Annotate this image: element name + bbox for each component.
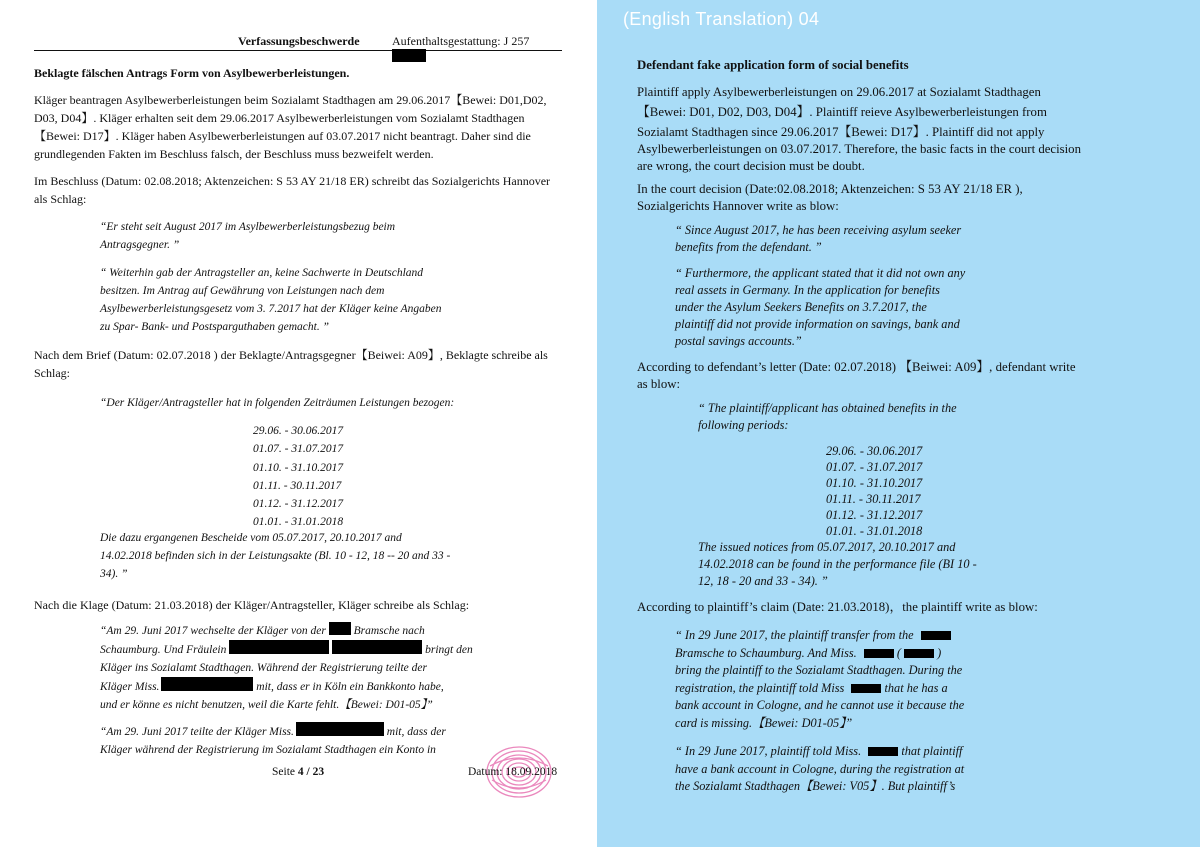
period-item: 01.07. - 31.07.2017 <box>826 460 923 475</box>
quote-2: “ Weiterhin gab der Antragsteller an, keine Sachwerte in Deutschland besitzen. Im Antrag auf Gewährung von Leistungen nach dem Asylbewerberleistungsgesetz vom 3. 7.2017 hat der Kläger keine Angaben zu Spar- Bank- und Postsparguthaben gemacht. ” <box>100 267 442 333</box>
redaction-bar <box>851 684 881 693</box>
document-date: Datum: 18.09.2018 <box>468 766 558 778</box>
quote-3-outro: The issued notices from 05.07.2017, 20.10.2017 and 14.02.2018 can be found in the performance file (BI 10 - 12, 18 - 20 and 33 - 34). ” <box>698 540 977 588</box>
quote-5: “ In 29 June 2017, plaintiff told Miss. that plaintiff have a bank account in Cologne, during the registration at the Sozialamt Stadthagen【Bewei: V05】. But plaintiff’s <box>675 744 965 793</box>
quote-3-intro: “ The plaintiff/applicant has obtained benefits in the following periods: <box>698 401 957 432</box>
redaction-bar <box>329 622 351 635</box>
quote-2: “ Furthermore, the applicant stated that it did not own any real assets in Germany. In the application for benefits under the Asylum Seekers Benefits on 3.7.2017, the plaintiff did not provide information on savings, bank and postal savings accounts.” <box>675 266 966 348</box>
quote-4: “ In 29 June 2017, the plaintiff transfer from the Bramsche to Schaumburg. And Miss. ( ) bring the plaintiff to the Sozialamt Stadthagen. During the registration, the plaintiff told Miss that he has a bank account in Cologne, and he cannot use it because the card is missing.【Bewei: D01-05】” <box>675 628 965 730</box>
redaction-bar <box>332 640 422 654</box>
period-item: 01.10. - 31.10.2017 <box>253 461 344 474</box>
quote-5: “Am 29. Juni 2017 teilte der Kläger Miss. mit, dass der Kläger während der Registrierung im Sozialamt Stadthagen ein Konto in <box>100 722 446 759</box>
period-list <box>253 422 343 532</box>
redaction-bar <box>864 649 894 658</box>
period-item: 01.11. - 30.11.2017 <box>253 479 342 492</box>
paragraph-1: Plaintiff apply Asylbewerberleistungen on 29.06.2017 at Sozialamt Stadthagen 【Bewei: D01, D02, D03, D04】. Plaintiff reieve Asylbewerberleistungen from Sozialamt Stadthagen since 29.06.2017【Bewei: D17】. Plaintiff did not apply Asylbewerberleistungen on 03.07.2017. Therefore, the basic facts in the court decision are wrong, the court decision must be doubt. <box>637 85 1081 173</box>
period-item: 01.12. - 31.12.2017 <box>253 498 344 511</box>
case-label: Aufenthaltsgestattung: J 257 <box>392 34 562 65</box>
period-item: 01.12. - 31.12.2017 <box>826 508 923 523</box>
quote-1: “ Since August 2017, he has been receiving asylum seeker benefits from the defendant. ” <box>675 223 962 254</box>
paragraph-4: According to plaintiff’s claim (Date: 21.03.2018)，the plaintiff write as blow: <box>637 600 1038 614</box>
paragraph-4: Nach die Klage (Datum: 21.03.2018) der Kläger/Antragsteller, Kläger schreibe als Schlag: <box>34 598 470 612</box>
period-list <box>826 443 922 540</box>
paragraph-3: According to defendant’s letter (Date: 02.07.2018) 【Beiwei: A09】, defendant write as blow: <box>637 360 1076 391</box>
redaction-bar <box>229 640 329 654</box>
redaction-bar <box>868 747 898 756</box>
quote-3-outro: Die dazu ergangenen Bescheide vom 05.07.2017, 20.10.2017 and 14.02.2018 befinden sich in der Leistungsakte (Bl. 10 - 12, 18 -- 20 and 33 - 34). ” <box>100 532 451 580</box>
page-number: Seite 4 / 23 <box>272 766 325 778</box>
period-item: 01.11. - 30.11.2017 <box>826 492 921 507</box>
paragraph-3: Nach dem Brief (Datum: 02.07.2018 ) der Beklagte/Antragsgegner【Beiwei: A09】, Beklagte schreibe als Schlag: <box>34 348 548 380</box>
period-item: 01.10. - 31.10.2017 <box>826 476 923 491</box>
quote-1: “Er steht seit August 2017 im Asylbewerberleistungsbezug beim Antragsgegner. ” <box>100 221 396 251</box>
quote-3-intro: “Der Kläger/Antragsteller hat in folgenden Zeiträumen Leistungen bezogen: <box>100 397 455 409</box>
period-item: 01.01. - 31.01.2018 <box>826 524 923 539</box>
english-translation-page <box>597 0 1200 847</box>
section-heading: Beklagte fälschen Antrags Form von Asylbewerberleistungen. <box>34 66 350 80</box>
redaction-bar <box>921 631 951 640</box>
running-header <box>34 32 562 51</box>
period-item: 01.01. - 31.01.2018 <box>253 516 344 529</box>
redaction-bar <box>392 49 426 62</box>
paragraph-2: In the court decision (Date:02.08.2018; Aktenzeichen: S 53 AY 21/18 ER ), Sozialgerichts Hannover write as blow: <box>637 182 1023 213</box>
quote-4: “Am 29. Juni 2017 wechselte der Kläger von der Bramsche nach Schaumburg. Und Fräulein bringt den Kläger ins Sozialamt Stadthagen. Während der Registrierung teilte der Kläger Miss. mit, dass er in Köln ein Bankkonto habe, und er könne es nicht benutzen, weil die Karte fehlt.【Bewei: D01-05】” <box>100 622 473 714</box>
period-item: 29.06. - 30.06.2017 <box>826 444 923 458</box>
paragraph-2: Im Beschluss (Datum: 02.08.2018; Aktenzeichen: S 53 AY 21/18 ER) schreibt das Sozialgerichts Hannover als Schlag: <box>34 174 551 206</box>
redaction-bar <box>296 722 384 736</box>
period-item: 29.06. - 30.06.2017 <box>253 425 344 437</box>
redaction-bar <box>904 649 934 658</box>
paragraph-1: Kläger beantragen Asylbewerberleistungen beim Sozialamt Stadthagen am 29.06.2017【Bewei: D01,D02, D03, D04】. Kläger erhalten seit dem 29.06.2017 Asylbewerberleistungen vom Sozialamt Stadthagen 【Bewei: D17】. Kläger haben Asylbewerberleistungen auf 03.07.2017 nicht beantragt. Daher sind die grundlegenden Fakten im Beschluss falsch, der Beschluss muss bezweifelt werden. <box>34 93 547 161</box>
translation-banner: (English Translation) 04 <box>623 9 820 29</box>
german-document-page <box>0 0 597 847</box>
period-item: 01.07. - 31.07.2017 <box>253 443 344 456</box>
doc-title: Verfassungsbeschwerde <box>238 34 360 48</box>
redaction-bar <box>161 677 253 691</box>
section-heading: Defendant fake application form of social benefits <box>637 58 909 72</box>
